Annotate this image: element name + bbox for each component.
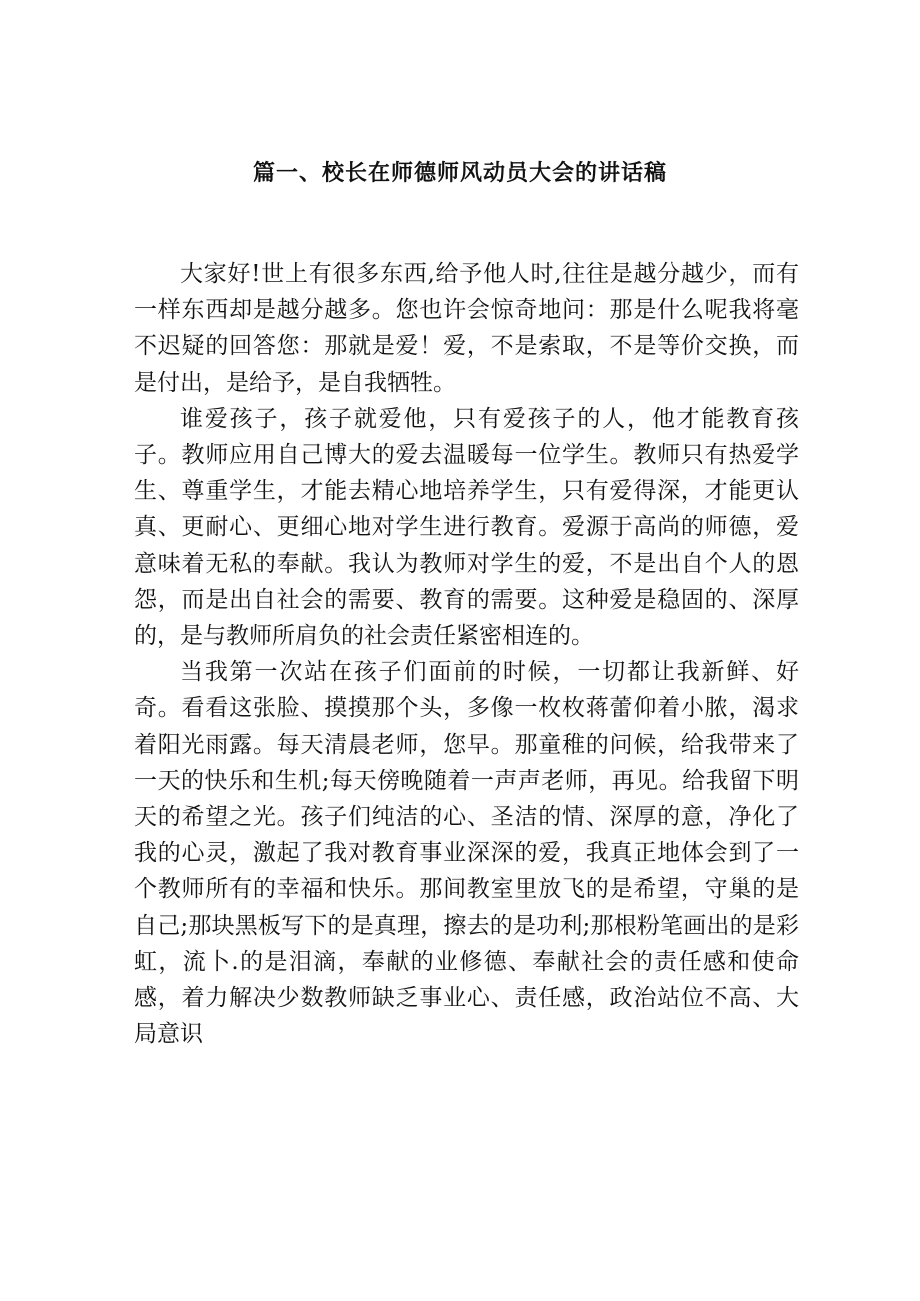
paragraph-1: 大家好!世上有很多东西,给予他人时,往往是越分越少，而有一样东西却是越分越多。您也许会惊奇地问：那是什么呢我将毫不迟疑的回答您：那就是爱！爱，不是索取，不是等价交换，而是付出，是给予，是自我牺牲。 <box>134 261 799 396</box>
paragraph-3: 当我第一次站在孩子们面前的时候，一切都让我新鲜、好奇。看看这张脸、摸摸那个头，多像一枚枚蒋蕾仰着小脓，渴求着阳光雨露。每天清晨老师，您早。那童稚的问候，给我带来了一天的快乐和生机;每天傍晚随着一声声老师，再见。给我留下明天的希望之光。孩子们纯洁的心、圣洁的情、深厚的意，净化了我的心灵，激起了我对教育事业深深的爱，我真正地体会到了一个教师所有的幸福和快乐。那间教室里放飞的是希望，守巢的是自己;那块黑板写下的是真理，擦去的是功利;那根粉笔画出的是彩虹，流卜.的是泪滴，奉献的业修德、奉献社会的责任感和使命感，着力解决少数教师缺乏事业心、责任感，政治站位不高、大局意识 <box>134 659 799 1048</box>
document-title: 篇一、校长在师德师风动员大会的讲话稿 <box>252 160 667 186</box>
document-body <box>134 256 799 1052</box>
paragraph-2: 谁爱孩子，孩子就爱他，只有爱孩子的人，他才能教育孩子。教师应用自己博大的爱去温暖每一位学生。教师只有热爱学生、尊重学生，才能去精心地培养学生，只有爱得深，才能更认真、更耐心、更细心地对学生进行教育。爱源于高尚的师德，爱意味着无私的奉献。我认为教师对学生的爱，不是出自个人的恩怨，而是出自社会的需要、教育的需要。这种爱是稳固的、深厚的，是与教师所肩负的社会责任紧密相连的。 <box>134 405 799 650</box>
